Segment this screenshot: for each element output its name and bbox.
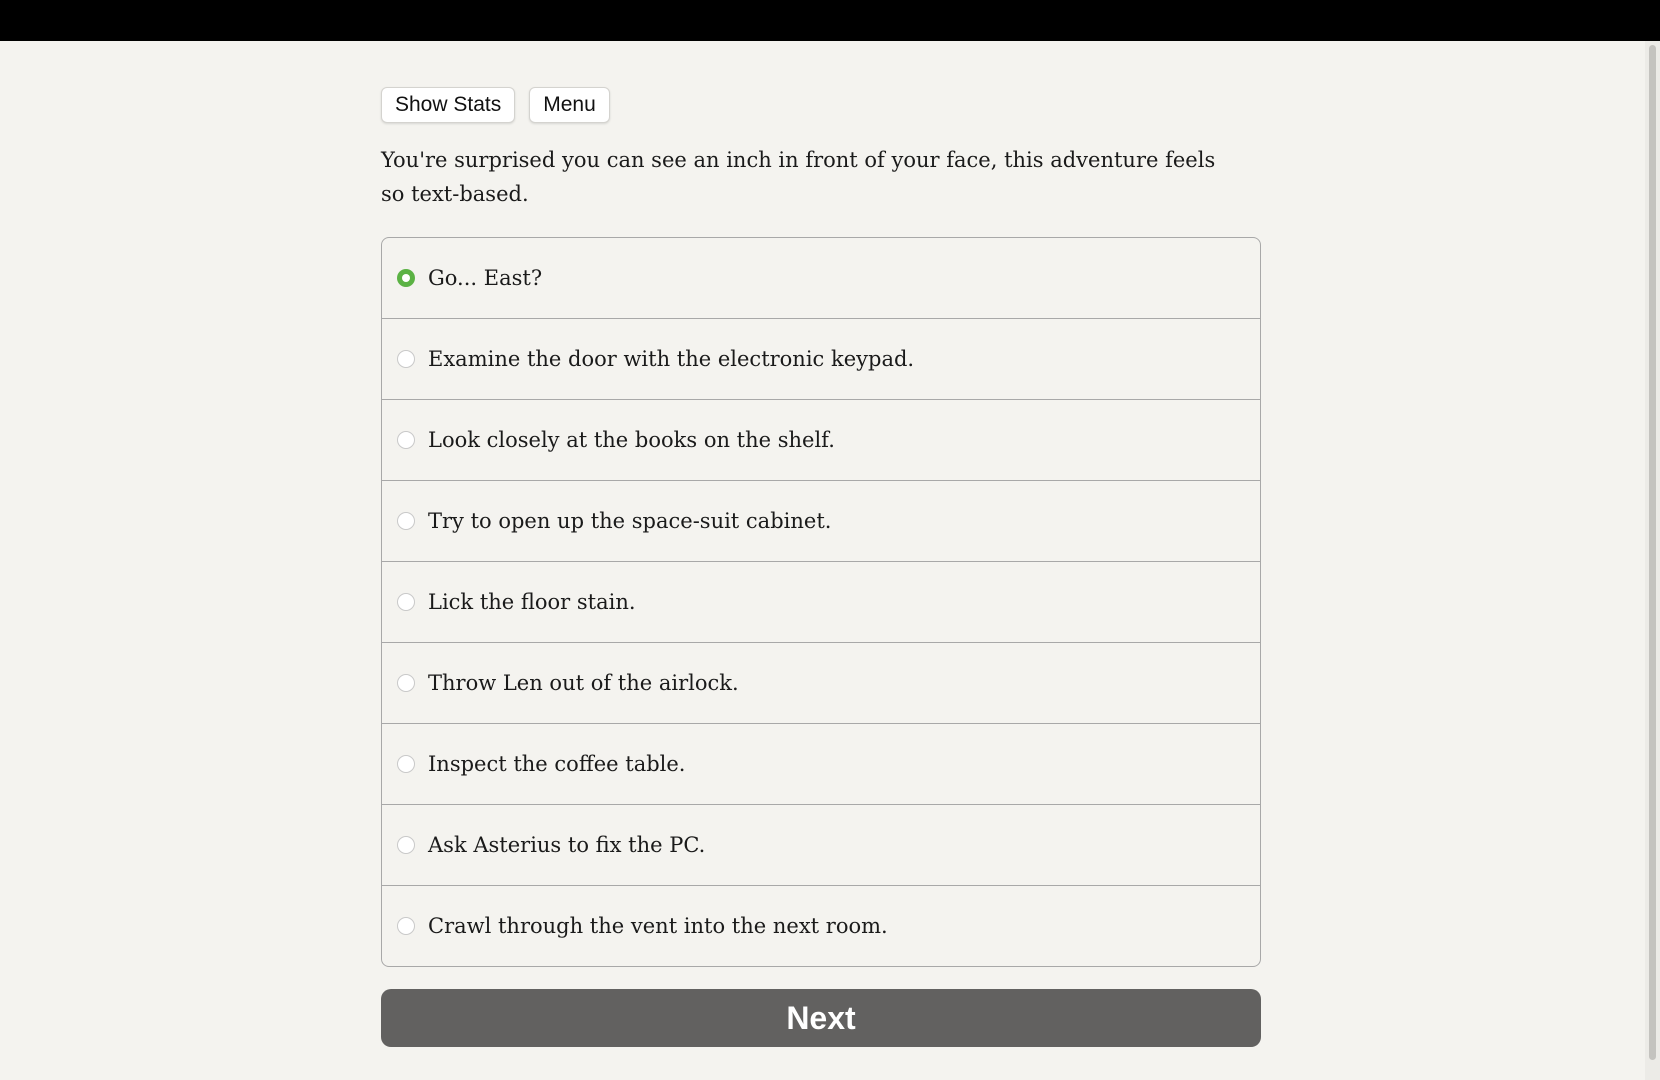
choice-label: Try to open up the space-suit cabinet. [428,509,832,533]
choice-label: Go... East? [428,266,543,290]
next-button[interactable]: Next [381,989,1261,1047]
radio-icon[interactable] [397,674,415,692]
radio-selected-icon[interactable] [397,269,415,287]
choice-label: Inspect the coffee table. [428,752,686,776]
choice-label: Throw Len out of the airlock. [428,671,739,695]
scrollbar-thumb[interactable] [1649,45,1656,1060]
radio-icon[interactable] [397,593,415,611]
choice-label: Look closely at the books on the shelf. [428,428,835,452]
show-stats-button[interactable]: Show Stats [381,87,515,123]
choice-option[interactable] [382,238,1260,318]
choice-option[interactable] [382,480,1260,561]
radio-icon[interactable] [397,512,415,530]
radio-icon[interactable] [397,755,415,773]
choice-list [381,237,1261,967]
menu-button[interactable]: Menu [529,87,610,123]
scrollbar[interactable] [1645,41,1660,1080]
choice-option[interactable] [382,561,1260,642]
radio-icon[interactable] [397,431,415,449]
choice-option[interactable] [382,399,1260,480]
radio-icon[interactable] [397,350,415,368]
passage-text: You're surprised you can see an inch in front of your face, this adventure feels so text-based. [381,148,1216,206]
radio-icon[interactable] [397,917,415,935]
game-content [381,87,1261,1047]
choice-option[interactable] [382,804,1260,885]
top-buttons [381,87,1261,123]
choice-label: Examine the door with the electronic keypad. [428,347,915,371]
choice-label: Lick the floor stain. [428,590,636,614]
choice-label: Ask Asterius to fix the PC. [428,833,706,857]
choice-label: Crawl through the vent into the next room. [428,914,888,938]
choice-option[interactable] [382,642,1260,723]
top-bar [0,0,1660,41]
choice-option[interactable] [382,723,1260,804]
choice-option[interactable] [382,885,1260,966]
radio-icon[interactable] [397,836,415,854]
choice-option[interactable] [382,318,1260,399]
